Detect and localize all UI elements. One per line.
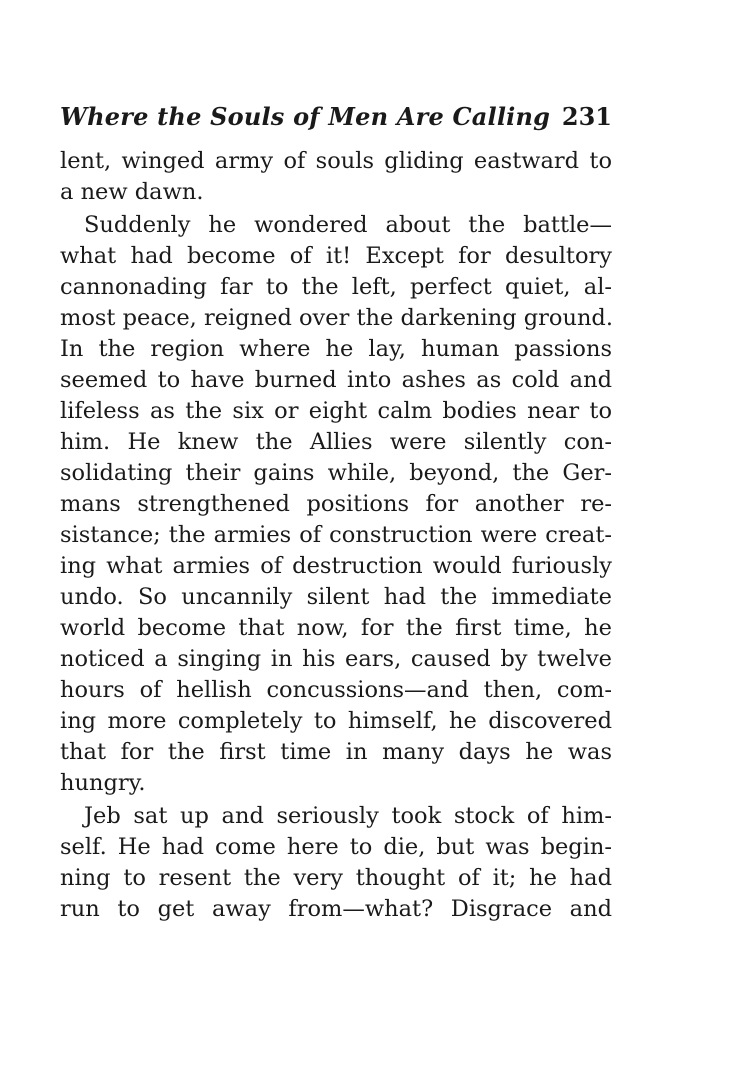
text-line: him. He knew the Allies were silently con- [60, 429, 612, 455]
text-line: world become that now, for the first time, he [60, 615, 612, 641]
text-line: lifeless as the six or eight calm bodies near to [60, 398, 612, 424]
page-header [60, 102, 612, 146]
text-line: undo. So uncannily silent had the immediate [60, 584, 612, 610]
text-line: noticed a singing in his ears, caused by twelve [60, 646, 612, 672]
text-line: what had become of it! Except for desultory [60, 243, 612, 269]
text-line: seemed to have burned into ashes as cold and [60, 367, 612, 393]
page-number: 231 [561, 102, 612, 131]
text-line: hours of hellish concussions—and then, com- [60, 677, 612, 703]
paragraph-3 [60, 801, 612, 925]
text-line: sistance; the armies of construction were creat- [60, 522, 612, 548]
text-line: run to get away from—what? Disgrace and [60, 896, 612, 922]
text-line: a new dawn. [60, 179, 204, 205]
text-line: ning to resent the very thought of it; he had [60, 865, 612, 891]
running-title: Where the Souls of Men Are Calling [60, 102, 551, 131]
book-page [60, 102, 612, 927]
paragraph-1 [60, 146, 612, 208]
text-line: Suddenly he wondered about the battle— [84, 212, 612, 238]
text-line: solidating their gains while, beyond, the Ger- [60, 460, 612, 486]
text-line: that for the first time in many days he was [60, 739, 612, 765]
text-line: lent, winged army of souls gliding eastward to [60, 148, 612, 174]
text-line: ing more completely to himself, he discovered [60, 708, 612, 734]
text-line: mans strengthened positions for another re- [60, 491, 612, 517]
text-line: hungry. [60, 770, 146, 796]
text-line: most peace, reigned over the darkening ground. [60, 305, 613, 331]
text-line: ing what armies of destruction would furiously [60, 553, 612, 579]
paragraph-2 [60, 210, 612, 799]
text-line: In the region where he lay, human passions [60, 336, 612, 362]
text-line: Jeb sat up and seriously took stock of him- [84, 803, 612, 829]
text-line: self. He had come here to die, but was begin- [60, 834, 612, 860]
text-line: cannonading far to the left, perfect quiet, al- [60, 274, 612, 300]
